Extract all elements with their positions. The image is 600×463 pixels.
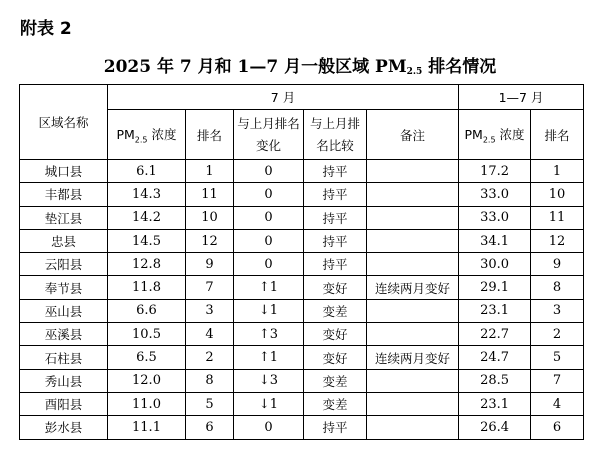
cell-compare: 持平	[304, 253, 367, 276]
cell-rank-change: 0	[234, 229, 304, 252]
header-july: 7 月	[108, 85, 459, 110]
cell-region: 彭水县	[20, 416, 108, 439]
cell-rank-change: ↓3	[234, 369, 304, 392]
cell-rank-change: 0	[234, 206, 304, 229]
cell-rank: 12	[186, 229, 234, 252]
cell-rank: 11	[186, 183, 234, 206]
cell-ytd-pm: 26.4	[459, 416, 531, 439]
cell-pm: 11.8	[108, 276, 186, 299]
cell-pm: 14.2	[108, 206, 186, 229]
pm25-ranking-table	[19, 84, 584, 440]
header-ytd-pm-concentration	[459, 110, 531, 160]
cell-note	[367, 392, 459, 415]
cell-ytd-rank: 1	[531, 160, 584, 183]
cell-compare: 持平	[304, 206, 367, 229]
cell-pm: 10.5	[108, 323, 186, 346]
cell-ytd-pm: 33.0	[459, 206, 531, 229]
cell-ytd-rank: 5	[531, 346, 584, 369]
cell-compare: 变好	[304, 346, 367, 369]
cell-region: 秀山县	[20, 369, 108, 392]
header-pm-concentration	[108, 110, 186, 160]
cell-ytd-rank: 10	[531, 183, 584, 206]
cell-rank: 10	[186, 206, 234, 229]
cell-note	[367, 229, 459, 252]
cell-rank: 4	[186, 323, 234, 346]
cell-ytd-pm: 28.5	[459, 369, 531, 392]
header-pm-suffix: 浓度	[147, 126, 177, 142]
cell-ytd-pm: 23.1	[459, 392, 531, 415]
cell-pm: 12.8	[108, 253, 186, 276]
cell-pm: 11.0	[108, 392, 186, 415]
header-ytd-pm-suffix: 浓度	[495, 126, 525, 142]
cell-region: 垫江县	[20, 206, 108, 229]
table-row	[20, 299, 584, 322]
table-header	[20, 85, 584, 160]
cell-note	[367, 160, 459, 183]
cell-compare: 变差	[304, 299, 367, 322]
cell-region: 丰都县	[20, 183, 108, 206]
title-suffix: 排名情况	[422, 57, 497, 77]
cell-note	[367, 206, 459, 229]
cell-note	[367, 183, 459, 206]
table-body	[20, 160, 584, 440]
cell-pm: 6.1	[108, 160, 186, 183]
table-row	[20, 229, 584, 252]
cell-note	[367, 323, 459, 346]
table-title	[0, 52, 600, 77]
cell-note	[367, 253, 459, 276]
table-row	[20, 276, 584, 299]
header-ytd-pm-label: PM	[464, 126, 483, 142]
cell-ytd-rank: 12	[531, 229, 584, 252]
cell-rank-change: ↓1	[234, 299, 304, 322]
cell-pm: 14.3	[108, 183, 186, 206]
cell-rank: 8	[186, 369, 234, 392]
cell-ytd-pm: 24.7	[459, 346, 531, 369]
cell-ytd-pm: 34.1	[459, 229, 531, 252]
cell-ytd-pm: 29.1	[459, 276, 531, 299]
table-row	[20, 346, 584, 369]
cell-ytd-rank: 7	[531, 369, 584, 392]
table-row	[20, 183, 584, 206]
cell-note: 连续两月变好	[367, 276, 459, 299]
table-row	[20, 369, 584, 392]
cell-rank-change: ↑1	[234, 346, 304, 369]
header-rank-change: 与上月排名变化	[234, 110, 304, 160]
cell-ytd-pm: 22.7	[459, 323, 531, 346]
header-ytd-rank: 排名	[531, 110, 584, 160]
cell-ytd-pm: 17.2	[459, 160, 531, 183]
cell-rank: 1	[186, 160, 234, 183]
cell-compare: 持平	[304, 160, 367, 183]
header-region: 区域名称	[20, 85, 108, 160]
cell-rank: 3	[186, 299, 234, 322]
cell-compare: 变差	[304, 392, 367, 415]
cell-rank-change: 0	[234, 183, 304, 206]
cell-region: 巫山县	[20, 299, 108, 322]
table-row	[20, 323, 584, 346]
cell-region: 云阳县	[20, 253, 108, 276]
table-row	[20, 416, 584, 439]
cell-rank-change: ↑3	[234, 323, 304, 346]
cell-ytd-pm: 23.1	[459, 299, 531, 322]
cell-compare: 持平	[304, 229, 367, 252]
header-pm-subscript: 2.5	[134, 135, 148, 145]
header-ytd-pm-subscript: 2.5	[482, 135, 496, 145]
cell-note	[367, 299, 459, 322]
header-rank: 排名	[186, 110, 234, 160]
cell-rank: 2	[186, 346, 234, 369]
title-subscript: 2.5	[406, 67, 423, 77]
cell-note: 连续两月变好	[367, 346, 459, 369]
cell-region: 奉节县	[20, 276, 108, 299]
cell-pm: 6.6	[108, 299, 186, 322]
cell-region: 石柱县	[20, 346, 108, 369]
cell-rank-change: 0	[234, 416, 304, 439]
cell-compare: 变好	[304, 276, 367, 299]
cell-ytd-pm: 30.0	[459, 253, 531, 276]
cell-rank-change: 0	[234, 253, 304, 276]
cell-ytd-pm: 33.0	[459, 183, 531, 206]
cell-rank-change: ↑1	[234, 276, 304, 299]
header-compare: 与上月排名比较	[304, 110, 367, 160]
cell-rank-change: 0	[234, 160, 304, 183]
cell-rank: 6	[186, 416, 234, 439]
cell-region: 酉阳县	[20, 392, 108, 415]
cell-region: 忠县	[20, 229, 108, 252]
appendix-label: 附表 2	[20, 19, 72, 39]
table-row	[20, 206, 584, 229]
cell-rank: 9	[186, 253, 234, 276]
cell-pm: 14.5	[108, 229, 186, 252]
cell-region: 城口县	[20, 160, 108, 183]
cell-compare: 持平	[304, 416, 367, 439]
header-note: 备注	[367, 110, 459, 160]
header-pm-label: PM	[116, 126, 135, 142]
cell-compare: 持平	[304, 183, 367, 206]
cell-compare: 变差	[304, 369, 367, 392]
cell-ytd-rank: 3	[531, 299, 584, 322]
cell-pm: 12.0	[108, 369, 186, 392]
cell-ytd-rank: 2	[531, 323, 584, 346]
cell-compare: 变好	[304, 323, 367, 346]
cell-ytd-rank: 8	[531, 276, 584, 299]
cell-rank: 5	[186, 392, 234, 415]
cell-region: 巫溪县	[20, 323, 108, 346]
cell-ytd-rank: 6	[531, 416, 584, 439]
table-row	[20, 253, 584, 276]
cell-pm: 11.1	[108, 416, 186, 439]
title-prefix: 2025 年 7 月和 1—7 月一般区域 PM	[103, 57, 407, 77]
cell-ytd-rank: 9	[531, 253, 584, 276]
table-row	[20, 392, 584, 415]
cell-note	[367, 369, 459, 392]
cell-ytd-rank: 4	[531, 392, 584, 415]
header-ytd: 1—7 月	[459, 85, 584, 110]
cell-rank: 7	[186, 276, 234, 299]
cell-rank-change: ↓1	[234, 392, 304, 415]
table-row	[20, 160, 584, 183]
cell-note	[367, 416, 459, 439]
cell-pm: 6.5	[108, 346, 186, 369]
cell-ytd-rank: 11	[531, 206, 584, 229]
